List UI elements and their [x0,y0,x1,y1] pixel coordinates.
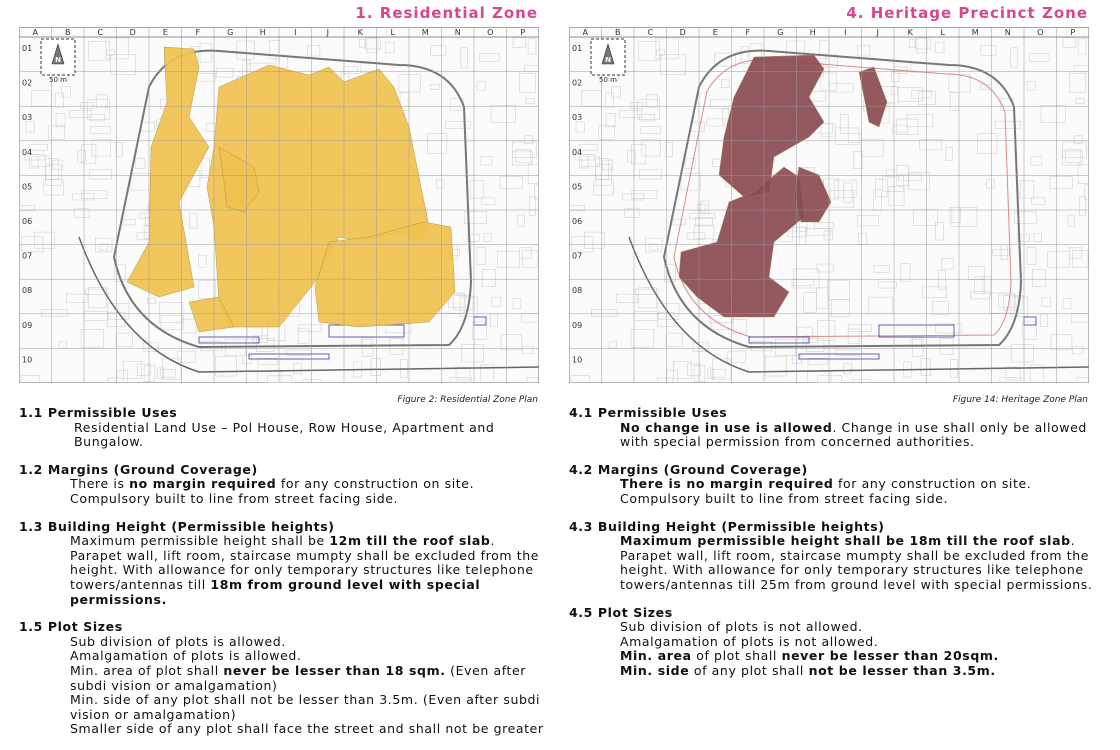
section-heading: 1.3 Building Height (Permissible heights) [19,518,335,534]
section-heading: 1.1 Permissible Uses [19,405,178,420]
regulation-section [19,463,547,507]
grid-column-label: B [65,28,71,37]
grid-column-label: C [97,28,104,37]
grid-column-label: A [582,28,588,37]
grid-row-label: 04 [22,147,33,157]
regulation-section [569,463,1097,507]
regulation-line [620,534,1097,592]
emphasis-text: 18m from ground level with special permissions. [70,576,481,607]
regulation-section [569,606,1097,679]
regulation-line [620,649,1097,664]
emphasis-text: never be lesser than 18 sqm. [223,662,446,678]
section-heading: 1.5 Plot Sizes [19,619,123,635]
body-text: Min. area of plot shall [70,662,224,678]
grid-column-label: M [421,28,429,37]
body-text: Min. side of any plot shall not be lesser than 3.5m. (Even after subdi vision or amalgamation) [70,692,541,722]
scale-label: 50 m [49,76,67,84]
regulation-line [620,421,1097,450]
body-text: for any construction on site. Compulsory built to line from street facing side. [70,476,475,506]
body-text: Amalgamation of plots is not allowed. [620,633,879,649]
body-text: . Change in use shall only be allowed with special permission from concerned authorities. [620,419,1087,450]
regulation-line [620,477,1097,506]
grid-row-label: 08 [572,286,583,296]
section-body [569,421,1097,450]
section-body [569,477,1097,506]
regulation-section [569,520,1097,593]
grid-column-label: K [907,28,913,37]
grid-column-label: D [679,28,686,37]
grid-column-label: F [195,28,201,37]
grid-column-label: A [32,28,38,37]
section-heading: 1.2 Margins (Ground Coverage) [19,461,258,477]
grid-column-label: P [1070,28,1076,37]
residential-zone-map [19,27,539,383]
grid-column-label: E [162,28,168,37]
figure-caption: Figure 2: Residential Zone Plan [397,395,538,405]
regulation-line [70,664,547,693]
body-text: There is [70,476,130,492]
regulation-line [620,620,1097,635]
section-body [19,421,547,450]
regulation-line [70,722,547,737]
grid-row-label: 06 [22,217,33,226]
zone-regulations [569,406,1097,692]
section-heading: 4.2 Margins (Ground Coverage) [569,461,808,477]
section-heading: 4.3 Building Height (Permissible heights) [569,518,885,534]
grid-column-label: J [326,28,329,37]
grid-row-label: 02 [572,78,583,88]
section-body [569,534,1097,592]
grid-row-label: 05 [22,182,33,192]
scale-label: 50 m [599,76,617,84]
heritage-zone-panel [560,0,1100,742]
zone-title: 4. Heritage Precinct Zone [846,4,1088,22]
body-text: Sub division of plots is allowed. [70,633,286,649]
zone-regulations [19,406,547,750]
body-text: (Even after subdi vision or amalgamation) [70,662,527,693]
grid-column-label: L [940,28,945,37]
grid-row-label: 10 [572,355,583,365]
grid-row-label: 09 [22,320,33,330]
emphasis-text: Min. area [620,648,692,664]
grid-row-label: 03 [572,113,583,123]
body-text: Sub division of plots is not allowed. [620,619,863,635]
grid-column-label: P [520,28,526,37]
regulation-line [70,477,547,506]
regulation-section [19,520,547,608]
emphasis-text: no margin required [129,476,277,492]
grid-column-label: I [844,28,847,37]
regulation-section [569,406,1097,450]
north-label: N [55,56,61,64]
grid-row-label: 03 [22,113,33,123]
regulation-line [74,421,547,450]
regulation-line [620,664,1097,679]
grid-column-label: F [745,28,751,37]
grid-row-label: 07 [572,251,583,261]
grid-column-label: O [1037,28,1044,37]
body-text: for any construction on site. Compulsory built to line from street facing side. [620,476,1032,506]
emphasis-text: never be lesser than 20sqm. [781,648,999,664]
regulation-line [70,635,547,650]
body-text: Amalgamation of plots is allowed. [70,648,302,664]
heritage-zone-map [569,27,1089,383]
grid-row-label: 04 [572,147,583,157]
emphasis-text: Min. side [620,662,690,678]
emphasis-text: not be lesser than 3.5m. [808,662,996,678]
grid-row-label: 01 [22,44,33,53]
grid-column-label: O [487,28,494,37]
zone-map-svg [569,27,1089,383]
zone-title: 1. Residential Zone [355,4,538,22]
body-text: of any plot shall [689,662,809,678]
north-arrow-icon [41,39,75,75]
grid-row-label: 01 [572,44,583,53]
section-body [19,534,547,607]
grid-row-label: 10 [22,355,33,365]
grid-row-label: 05 [572,182,583,192]
north-arrow-icon [591,39,625,75]
residential-zone-panel [10,0,550,742]
grid-column-label: G [227,28,234,37]
grid-column-label: N [1004,28,1011,37]
section-body [19,635,547,737]
grid-column-label: K [357,28,363,37]
zone-map-svg [19,27,539,383]
regulation-line [70,649,547,664]
grid-column-label: E [712,28,718,37]
grid-column-label: H [259,28,266,37]
section-body [569,620,1097,678]
body-text: . Parapet wall, lift room, staircase mumpty shall be excluded from the height. With allowance for only temporary structures like telephone towers/antennas till 25m from ground level with special permissions. [620,533,1093,592]
section-heading: 4.5 Plot Sizes [569,604,673,620]
regulation-section [19,620,547,737]
grid-column-label: M [971,28,979,37]
emphasis-text: 12m till the roof slab [329,533,491,549]
grid-row-label: 02 [22,78,33,88]
section-heading: 4.1 Permissible Uses [569,405,728,420]
section-body [19,477,547,506]
emphasis-text: No change in use is allowed [620,419,833,435]
grid-column-label: J [876,28,879,37]
grid-row-label: 08 [22,286,33,296]
grid-column-label: N [454,28,461,37]
grid-column-label: L [390,28,395,37]
grid-column-label: D [129,28,136,37]
grid-row-label: 07 [22,251,33,261]
emphasis-text: Maximum permissible height shall be 18m till the roof slab [620,533,1071,549]
body-text: Smaller side of any plot shall face the street and shall not be greater [70,721,544,737]
body-text: of plot shall [691,648,782,664]
north-label: N [605,56,611,64]
regulation-line [70,693,547,722]
figure-caption: Figure 14: Heritage Zone Plan [952,395,1088,405]
grid-column-label: H [809,28,816,37]
regulation-line [620,635,1097,650]
regulation-line [70,534,547,607]
regulation-section [19,406,547,450]
body-text: . Parapet wall, lift room, staircase mumpty shall be excluded from the height. With allowance for only temporary structures like telephone towers/antennas till [70,533,540,592]
grid-column-label: B [615,28,621,37]
body-text: Residential Land Use – Pol House, Row House, Apartment and Bungalow. [74,419,495,450]
grid-column-label: G [777,28,784,37]
grid-column-label: I [294,28,297,37]
body-text: Maximum permissible height shall be [70,533,330,549]
grid-row-label: 09 [572,320,583,330]
grid-row-label: 06 [572,217,583,226]
grid-column-label: C [647,28,654,37]
emphasis-text: There is no margin required [620,476,834,492]
